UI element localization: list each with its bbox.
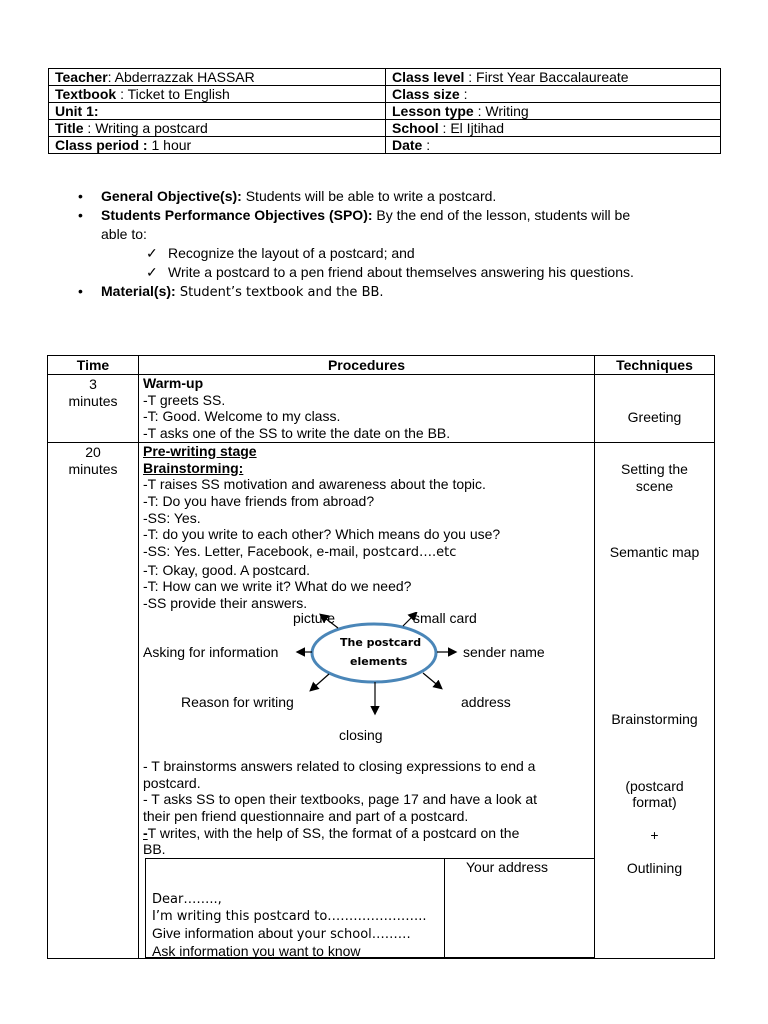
lesson-type-cell xyxy=(386,103,721,120)
lesson-info-table xyxy=(48,68,721,154)
prewriting-time-unit: minutes xyxy=(68,460,118,477)
class-level-cell xyxy=(386,69,721,86)
prewriting-procedures xyxy=(139,442,595,958)
warmup-technique xyxy=(595,375,715,443)
class-level-label: Class level xyxy=(392,69,465,85)
procedure-line: -T raises SS motivation and awareness about the topic. xyxy=(143,476,486,493)
school-cell xyxy=(386,120,721,137)
map-label-sender: sender name xyxy=(463,643,545,660)
procedure-line-text: T writes, with the help of SS, the format of a postcard on the xyxy=(147,824,520,841)
general-objective xyxy=(78,187,718,206)
table-row-warmup xyxy=(48,375,715,443)
materials-label: Material(s): xyxy=(101,283,176,299)
procedure-line xyxy=(143,825,590,842)
procedure-line xyxy=(143,543,590,562)
procedure-line: -T: How can we write it? What do we need? xyxy=(143,578,412,595)
class-period-value: 1 hour xyxy=(147,137,192,153)
procedure-line: -T: Do you have friends from abroad? xyxy=(143,492,375,509)
procedure-line: postcard. xyxy=(143,774,201,791)
school-label: School xyxy=(392,120,439,136)
procedure-line: -T: Good. Welcome to my class. xyxy=(143,408,341,425)
textbook-value: : Ticket to English xyxy=(116,86,230,102)
objectives-section xyxy=(78,187,718,302)
spo-label: Students Performance Objectives (SPO): xyxy=(101,207,373,223)
central-ellipse xyxy=(312,624,436,682)
technique-plus: + xyxy=(650,827,659,844)
postcard-ask-info: Ask information you want to know xyxy=(152,943,361,960)
check-mark-icon: ✓ xyxy=(146,245,158,261)
class-period-cell xyxy=(49,137,386,154)
technique-greeting: Greeting xyxy=(627,409,682,425)
title-value: : Writing a postcard xyxy=(83,120,208,136)
spo-check-item xyxy=(78,263,718,282)
arrow-reason xyxy=(311,674,329,690)
check-mark-icon: ✓ xyxy=(146,264,158,280)
class-level-value: : First Year Baccalaureate xyxy=(468,69,629,85)
procedure-line: - T asks SS to open their textbooks, page 17 and have a look at xyxy=(143,791,538,808)
postcard-school-text: your school……… xyxy=(296,927,411,943)
warmup-procedures xyxy=(139,375,595,443)
procedure-line: their pen friend questionnaire and part of a postcard. xyxy=(143,807,469,824)
technique-semantic-map: Semantic map xyxy=(609,544,700,561)
teacher-value: : Abderrazzak HASSAR xyxy=(107,69,255,85)
procedure-line: -SS: Yes. xyxy=(143,509,201,526)
warmup-title: Warm-up xyxy=(143,375,204,391)
warmup-time xyxy=(48,375,139,443)
technique-postcard-format-2: format) xyxy=(632,794,677,811)
time-header: Time xyxy=(48,356,139,375)
procedure-line: -T greets SS. xyxy=(143,391,226,408)
spo-check-item xyxy=(78,244,718,263)
spo-objective xyxy=(78,206,718,225)
brainstorming-subtitle: Brainstorming: xyxy=(143,459,244,476)
class-size-value: : xyxy=(459,86,468,102)
postcard-divider xyxy=(444,859,445,957)
arrow-address xyxy=(423,673,441,688)
procedure-line: BB. xyxy=(143,841,166,858)
map-label-picture: picture xyxy=(293,609,336,626)
warmup-time-unit: minutes xyxy=(68,392,118,409)
dash-mark: - xyxy=(143,824,148,841)
map-label-closing: closing xyxy=(339,726,383,743)
postcard-give-info xyxy=(152,925,427,943)
map-center-label: The postcard xyxy=(340,635,422,649)
postcard-writing: I’m writing this postcard to………………….. xyxy=(152,909,427,925)
spo-text: By the end of the lesson, students will be xyxy=(372,207,631,223)
prewriting-techniques xyxy=(595,442,715,958)
postcard-lines xyxy=(152,891,427,960)
unit-cell xyxy=(49,103,386,120)
title-cell xyxy=(49,120,386,137)
map-label-reason: Reason for writing xyxy=(181,693,294,710)
procedure-line: -T: do you write to each other? Which means do you use? xyxy=(143,526,501,543)
techniques-header: Techniques xyxy=(595,356,715,375)
map-label-small-card: small card xyxy=(413,609,477,626)
procedure-line: -T: Okay, good. A postcard. xyxy=(143,561,311,578)
postcard-your-address: Your address xyxy=(466,859,548,876)
school-value: : El Ijtihad xyxy=(438,120,505,136)
technique-outlining: Outlining xyxy=(626,859,683,876)
date-label: Date xyxy=(392,137,423,153)
class-period-label: Class period : xyxy=(55,137,148,153)
class-size-cell xyxy=(386,86,721,103)
date-cell xyxy=(386,137,721,154)
general-objective-label: General Objective(s): xyxy=(101,188,242,204)
procedures-table xyxy=(47,355,715,959)
map-center-label-2: elements xyxy=(350,654,408,668)
warmup-time-value: 3 xyxy=(89,376,97,392)
procedure-line: -SS provide their answers. xyxy=(143,595,308,612)
postcard-format-box xyxy=(145,858,595,958)
technique-brainstorming: Brainstorming xyxy=(611,710,698,727)
table-row-prewriting xyxy=(48,442,715,958)
materials xyxy=(78,282,718,302)
textbook-label: Textbook xyxy=(55,86,117,102)
unit-label: Unit 1: xyxy=(55,103,99,119)
spo-text-continued: able to: xyxy=(101,226,147,242)
procedures-header: Procedures xyxy=(139,356,595,375)
technique-postcard-format: (postcard xyxy=(625,777,684,794)
general-objective-text: Students will be able to write a postcard. xyxy=(241,188,497,204)
semantic-map-diagram xyxy=(143,609,590,758)
prewriting-time-value: 20 xyxy=(85,443,101,460)
prewriting-stage-title: Pre-writing stage xyxy=(143,442,257,459)
lesson-type-value: : Writing xyxy=(473,103,529,119)
map-label-asking: Asking for information xyxy=(143,643,279,660)
materials-text: Student’s textbook and the BB. xyxy=(175,285,384,300)
teacher-cell xyxy=(49,69,386,86)
postcard-etc-text: postcard….etc xyxy=(362,545,457,561)
class-size-label: Class size xyxy=(392,86,460,102)
procedure-line: -T asks one of the SS to write the date on the BB. xyxy=(143,425,451,442)
technique-setting-scene-2: scene xyxy=(635,477,674,494)
procedure-line-text: -SS: Yes. Letter, Facebook, e-mail, xyxy=(143,543,363,560)
date-value: : xyxy=(422,137,431,153)
teacher-label: Teacher xyxy=(55,69,108,85)
technique-setting-scene: Setting the xyxy=(621,460,688,477)
table-header-row xyxy=(48,356,715,375)
procedure-line: - T brainstorms answers related to closing expressions to end a xyxy=(143,757,536,774)
map-label-address: address xyxy=(461,693,511,710)
textbook-cell xyxy=(49,86,386,103)
postcard-give-text: Give information about xyxy=(152,925,297,942)
check-item-text: Write a postcard to a pen friend about themselves answering his questions. xyxy=(168,264,634,280)
prewriting-time xyxy=(48,442,139,958)
postcard-dear: Dear…….., xyxy=(152,892,222,908)
lesson-type-label: Lesson type xyxy=(392,103,474,119)
check-item-text: Recognize the layout of a postcard; and xyxy=(168,245,415,261)
title-label: Title xyxy=(55,120,84,136)
